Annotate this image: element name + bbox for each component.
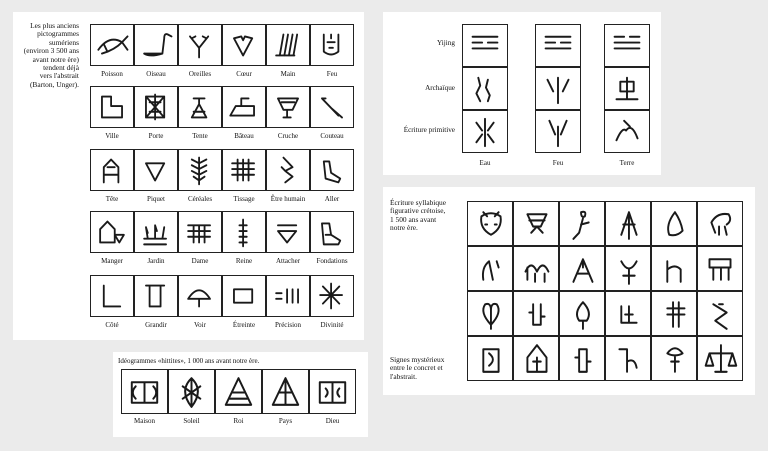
sign-label: Cœur: [236, 70, 252, 78]
sign-glyph: [514, 247, 558, 290]
sign-glyph: [91, 150, 133, 190]
sign-cell: [266, 24, 310, 66]
sign-cell: [651, 201, 697, 246]
sign-glyph: [223, 276, 265, 316]
sign-cell: [605, 336, 651, 381]
sign-label: Ville: [105, 132, 119, 140]
caption-line: Signes mystérieux: [390, 355, 445, 364]
caption-line: entre le concret et: [390, 363, 443, 373]
sign-label: Maison: [134, 417, 155, 425]
sign-label: Couteau: [320, 132, 344, 140]
sign-cell: [651, 336, 697, 381]
sign-cell: [310, 149, 354, 191]
sign-cell: [134, 149, 178, 191]
sign-glyph: [514, 202, 558, 245]
sign-glyph: [179, 276, 221, 316]
sign-cell: [178, 24, 222, 66]
sign-cell: [121, 369, 168, 414]
sign-cell: [222, 86, 266, 128]
sign-glyph: [463, 68, 507, 109]
column-label: Feu: [552, 159, 564, 167]
sign-glyph: [135, 25, 177, 65]
sign-cell: [222, 275, 266, 317]
sign-cell: [134, 24, 178, 66]
sign-label: Jardin: [147, 257, 165, 265]
sign-glyph: [223, 150, 265, 190]
sign-label: Céréales: [187, 195, 213, 203]
sign-glyph: [267, 87, 309, 127]
sign-cell: [222, 211, 266, 253]
sign-glyph: [560, 202, 604, 245]
sign-cell: [310, 86, 354, 128]
sign-cell: [559, 246, 605, 291]
sign-cell: [90, 86, 134, 128]
sign-cell: [178, 211, 222, 253]
sign-glyph: [263, 370, 308, 413]
caption-line: (environ 3 500 ans: [23, 46, 79, 56]
sign-glyph: [91, 87, 133, 127]
sign-cell: [467, 336, 513, 381]
sign-glyph: [652, 337, 696, 380]
sign-cell: [266, 86, 310, 128]
sign-cell: [697, 246, 743, 291]
sign-glyph: [169, 370, 214, 413]
sign-glyph: [605, 68, 649, 109]
sign-cell: [266, 211, 310, 253]
sign-cell: [462, 24, 508, 67]
sign-glyph: [267, 150, 309, 190]
sign-cell: [697, 336, 743, 381]
sign-label: Grandir: [145, 321, 167, 329]
sign-label: Bâteau: [234, 132, 254, 140]
sign-label: Attacher: [275, 257, 301, 265]
caption-line: Écriture syllabique: [390, 198, 447, 207]
sign-glyph: [311, 25, 353, 65]
sign-label: Pays: [278, 417, 293, 425]
sign-cell: [535, 110, 581, 153]
sumerian-caption: [15, 22, 79, 89]
sign-glyph: [311, 150, 353, 190]
sign-cell: [513, 291, 559, 336]
sign-glyph: [468, 247, 512, 290]
sign-glyph: [463, 111, 507, 152]
sign-cell: [559, 336, 605, 381]
sign-glyph: [606, 202, 650, 245]
sign-glyph: [698, 337, 742, 380]
sign-cell: [310, 275, 354, 317]
sign-cell: [535, 24, 581, 67]
sign-cell: [134, 211, 178, 253]
sign-cell: [467, 201, 513, 246]
sign-glyph: [560, 292, 604, 335]
sign-glyph: [698, 292, 742, 335]
sign-glyph: [311, 212, 353, 252]
sign-glyph: [311, 87, 353, 127]
sign-glyph: [91, 25, 133, 65]
caption-line: pictogrammes: [37, 29, 79, 39]
sign-cell: [90, 211, 134, 253]
sign-label: Côté: [105, 321, 119, 329]
sign-label: Être humain: [270, 195, 306, 203]
sign-glyph: [91, 276, 133, 316]
row-label-yijing: Yijing: [437, 39, 455, 47]
sign-glyph: [652, 292, 696, 335]
sign-cell: [559, 201, 605, 246]
sign-glyph: [536, 25, 580, 66]
sign-cell: [605, 246, 651, 291]
sign-glyph: [606, 292, 650, 335]
sign-label: Tissage: [233, 195, 255, 203]
caption-line: notre ère.: [390, 223, 418, 233]
sign-glyph: [223, 87, 265, 127]
sign-cell: [513, 336, 559, 381]
sign-cell: [178, 149, 222, 191]
sign-label: Manger: [101, 257, 123, 265]
sign-cell: [309, 369, 356, 414]
hittite-ideograms-panel: [113, 352, 368, 437]
sign-glyph: [179, 87, 221, 127]
sign-cell: [310, 211, 354, 253]
sign-glyph: [652, 247, 696, 290]
sign-glyph: [179, 150, 221, 190]
sign-cell: [262, 369, 309, 414]
sign-glyph: [560, 247, 604, 290]
yijing-panel: [383, 12, 661, 175]
caption-line: (Barton, Unger).: [29, 79, 79, 89]
sign-cell: [697, 291, 743, 336]
sign-glyph: [536, 111, 580, 152]
sign-glyph: [135, 150, 177, 190]
sign-glyph: [135, 87, 177, 127]
sign-label: Poisson: [101, 70, 123, 78]
sign-glyph: [698, 247, 742, 290]
row-label-ecriture-primitive: Écriture primitive: [403, 126, 455, 134]
sign-label: Précision: [274, 321, 302, 329]
sign-label: Dieu: [325, 417, 340, 425]
sign-glyph: [605, 111, 649, 152]
sign-cell: [605, 291, 651, 336]
sign-cell: [604, 67, 650, 110]
sign-cell: [90, 24, 134, 66]
sign-cell: [222, 149, 266, 191]
sign-label: Tête: [105, 195, 119, 203]
sign-glyph: [135, 276, 177, 316]
sign-cell: [467, 246, 513, 291]
sign-cell: [168, 369, 215, 414]
sign-glyph: [606, 337, 650, 380]
caption-line: 1 500 ans avant: [390, 214, 437, 224]
sign-glyph: [267, 212, 309, 252]
sign-label: Oiseau: [146, 70, 166, 78]
sign-cell: [605, 201, 651, 246]
sign-cell: [266, 275, 310, 317]
row-label-archaique: Archaïque: [425, 84, 455, 92]
sign-glyph: [216, 370, 261, 413]
sign-glyph: [468, 202, 512, 245]
sign-cell: [535, 67, 581, 110]
sign-glyph: [267, 276, 309, 316]
sign-cell: [467, 291, 513, 336]
sign-label: Oreilles: [188, 70, 212, 78]
sign-label: Divinité: [320, 321, 344, 329]
cretan-script-panel: [383, 187, 755, 395]
caption-line: tendent déjà: [43, 63, 79, 73]
sign-glyph: [267, 25, 309, 65]
sign-label: Tente: [192, 132, 208, 140]
sign-label: Piquet: [147, 195, 165, 203]
sign-cell: [90, 275, 134, 317]
sign-glyph: [698, 202, 742, 245]
caption-line: avant notre ère): [32, 54, 79, 64]
cretan-caption-bottom: [390, 356, 465, 381]
sign-cell: [604, 110, 650, 153]
sign-glyph: [606, 247, 650, 290]
sign-glyph: [514, 337, 558, 380]
sign-cell: [90, 149, 134, 191]
sign-label: Reine: [235, 257, 253, 265]
sign-cell: [513, 201, 559, 246]
sign-label: Main: [280, 70, 296, 78]
sign-glyph: [310, 370, 355, 413]
column-label: Eau: [479, 159, 491, 167]
sign-label: Roi: [233, 417, 244, 425]
sign-label: Dame: [191, 257, 209, 265]
sign-label: Cruche: [277, 132, 299, 140]
sign-label: Aller: [324, 195, 340, 203]
sign-cell: [462, 110, 508, 153]
column-label: Terre: [619, 159, 635, 167]
sign-glyph: [179, 25, 221, 65]
sign-label: Étreinte: [232, 321, 256, 329]
sign-label: Soleil: [183, 417, 200, 425]
sign-cell: [651, 291, 697, 336]
cretan-caption-top: [390, 199, 465, 233]
sign-label: Porte: [148, 132, 164, 140]
sign-label: Fondations: [316, 257, 348, 265]
sign-cell: [178, 86, 222, 128]
sign-glyph: [179, 212, 221, 252]
sign-label: Voir: [194, 321, 206, 329]
sign-cell: [266, 149, 310, 191]
sign-glyph: [135, 212, 177, 252]
sign-label: Feu: [326, 70, 338, 78]
caption-line: sumériens: [49, 37, 79, 47]
sign-glyph: [536, 68, 580, 109]
sign-cell: [222, 24, 266, 66]
sign-cell: [651, 246, 697, 291]
sign-cell: [215, 369, 262, 414]
sumerian-pictograms-panel: [13, 12, 364, 340]
sign-glyph: [91, 212, 133, 252]
sign-cell: [134, 86, 178, 128]
sign-cell: [134, 275, 178, 317]
hittite-caption: Idéogrammes «hittites», 1 000 ans avant notre ère.: [118, 357, 260, 365]
caption-line: vers l'abstrait: [39, 71, 79, 81]
sign-cell: [513, 246, 559, 291]
sign-glyph: [311, 276, 353, 316]
sign-glyph: [223, 212, 265, 252]
sign-glyph: [223, 25, 265, 65]
sign-cell: [310, 24, 354, 66]
sign-glyph: [560, 337, 604, 380]
sign-cell: [559, 291, 605, 336]
sign-glyph: [605, 25, 649, 66]
sign-glyph: [514, 292, 558, 335]
caption-line: l'abstrait.: [390, 371, 417, 381]
sign-cell: [178, 275, 222, 317]
sign-glyph: [468, 292, 512, 335]
sign-cell: [697, 201, 743, 246]
caption-line: Les plus anciens: [30, 21, 79, 30]
caption-line: figurative crétoise,: [390, 206, 446, 216]
sign-cell: [462, 67, 508, 110]
sign-glyph: [652, 202, 696, 245]
sign-glyph: [468, 337, 512, 380]
sign-cell: [604, 24, 650, 67]
sign-glyph: [122, 370, 167, 413]
sign-glyph: [463, 25, 507, 66]
